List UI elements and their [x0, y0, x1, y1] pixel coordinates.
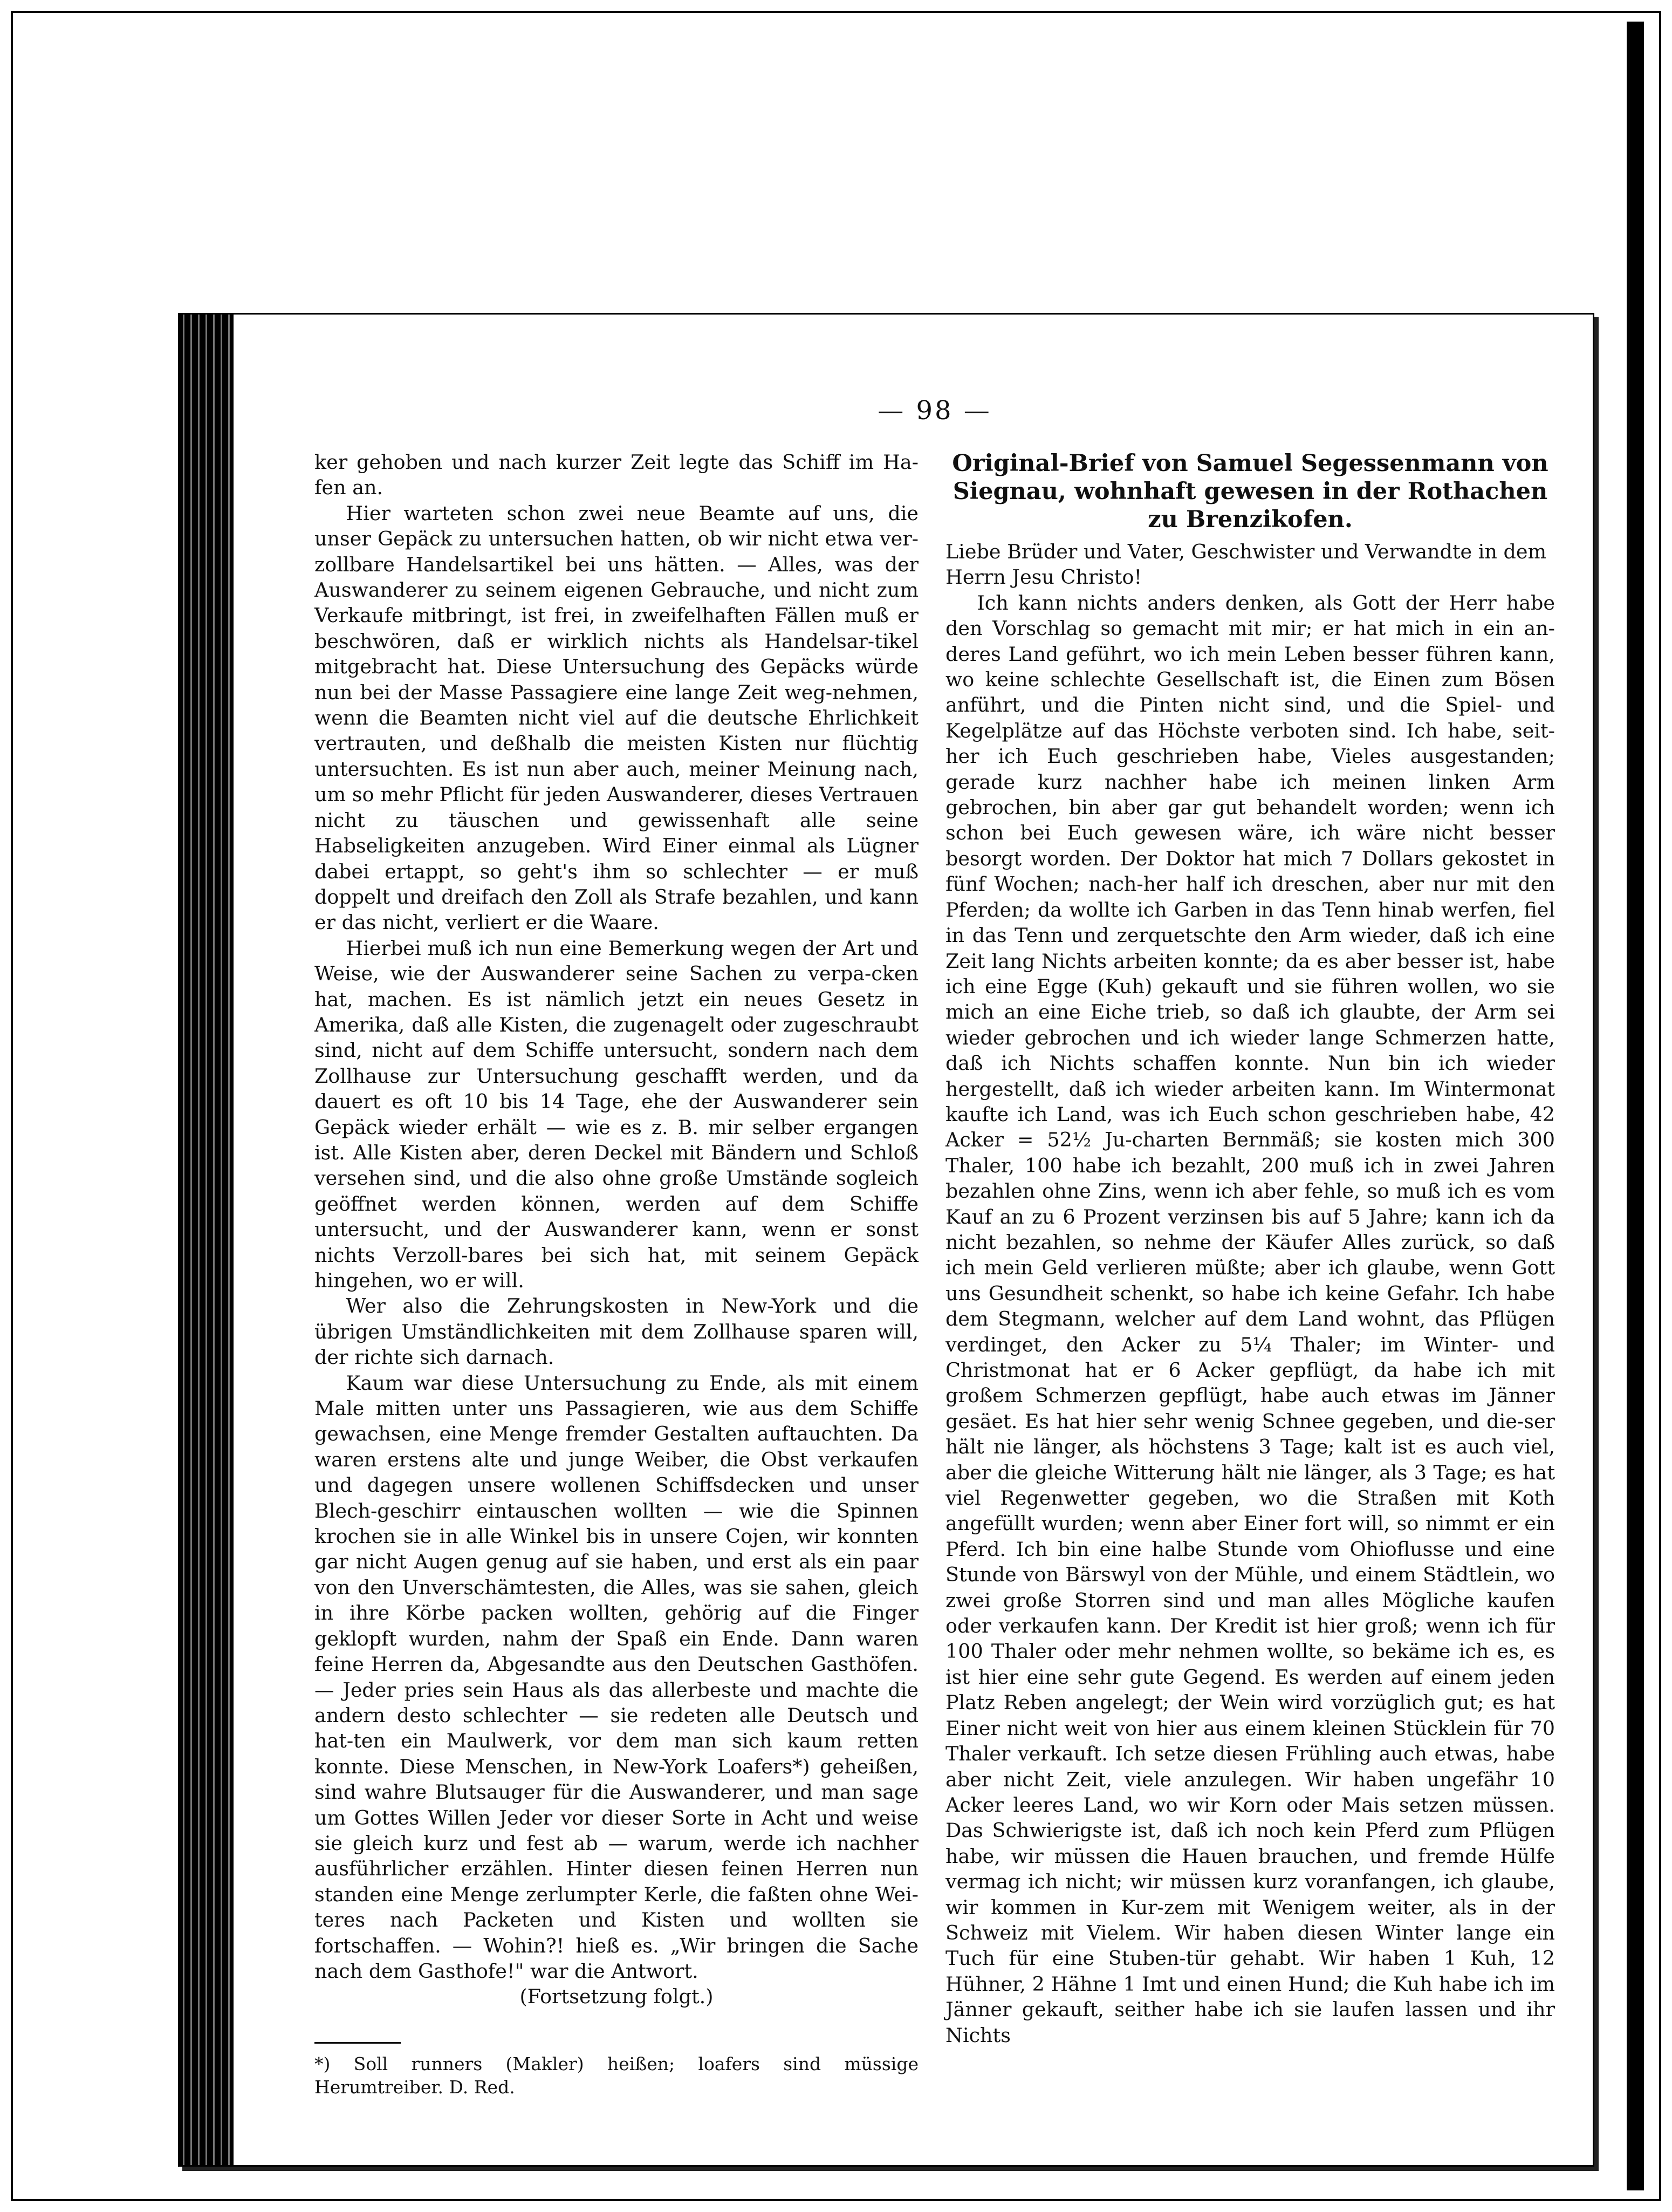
- paragraph: Hierbei muß ich nun eine Bemerkung wegen der Art und Weise, wie der Auswanderer seine Sachen zu verpa-cken hat, machen. Es ist nämlich jetzt ein neues Gesetz in Amerika, daß alle Kisten, die zugenagelt oder zugeschraubt sind, nicht auf dem Schiffe untersucht, sondern nach dem Zollhause zur Untersuchung geschafft werden, und da dauert es oft 10 bis 14 Tage, ehe der Auswanderer sein Gepäck wieder erhält — wie es z. B. mir selber ergangen ist. Alle Kisten aber, deren Deckel mit Bändern und Schloß versehen sind, und die also ohne große Umstände sogleich geöffnet werden können, werden auf dem Schiffe untersucht, und der Auswanderer kann, wenn er sonst nichts Verzoll-bares bei sich hat, mit seinem Gepäck hingehen, wo er will.: [314, 936, 919, 1292]
- letter-body: Ich kann nichts anders denken, als Gott der Herr habe den Vorschlag so gemacht mit mir; er hat mich in ein an-deres Land geführt, wo ich mein Leben besser führen kann, wo keine schlechte Gesellschaft ist, die Einen zum Bösen anführt, und die Pinten nicht sind, und die Spiel- und Kegelplätze auf das Höchste verboten sind. Ich habe, seit-her ich Euch geschrieben habe, Vieles ausgestanden; gerade kurz nachher habe ich meinen linken Arm gebrochen, bin aber gar gut behandelt worden; wenn ich schon bei Euch gewesen wäre, ich wäre nicht besser besorgt worden. Der Doktor hat mich 7 Dollars gekostet in fünf Wochen; nach-her half ich dreschen, aber nur mit den Pferden; da wollte ich Garben in das Tenn hinab werfen, fiel in das Tenn und zerquetschte den Arm wieder, daß ich eine Zeit lang Nichts arbeiten konnte; da es aber besser ist, habe ich eine Egge (Kuh) gekauft und sie führen wollen, wo sie mich an eine Eiche trieb, so daß ich glaubte, der Arm sei wieder gebrochen und ich wieder lange Schmerzen hatte, daß ich Nichts schaffen konnte. Nun bin ich wieder hergestellt, daß ich wieder arbeiten kann. Im Wintermonat kaufte ich Land, was ich Euch schon geschrieben habe, 42 Acker = 52½ Ju-charten Bernmäß; sie kosten mich 300 Thaler, 100 habe ich bezahlt, 200 muß ich in zwei Jahren bezahlen ohne Zins, wenn ich aber fehle, so muß ich es vom Kauf an zu 6 Prozent verzinsen bis auf 5 Jahre; kann ich da nicht bezahlen, so nehme der Käufer Alles zurück, so daß ich mein Geld verlieren müßte; aber ich glaube, wenn Gott uns Gesundheit schenkt, so habe ich keine Gefahr. Ich habe dem Stegmann, welcher auf dem Land wohnt, das Pflügen verdinget, den Acker zu 5¼ Thaler; im Winter- und Christmonat hat er 6 Acker gepflügt, da habe ich mit großem Schmerzen gepflügt, habe auch etwas im Jänner gesäet. Es hat hier sehr wenig Schnee gegeben, und die-ser hält nie länger, als höchstens 3 Tage; kalt ist es auch viel, aber die gleiche Witterung hält nie länger, als 3 Tage; es hat viel Regenwetter gegeben, wo die Straßen mit Koth angefüllt wurden; wenn aber Einer fort will, so nimmt er ein Pferd. Ich bin eine halbe Stunde vom Ohioflusse und eine Stunde von Bärswyl von der Mühle, und einem Städtlein, wo zwei große Storren sind und man alles Mögliche kaufen oder verkaufen kann. Der Kredit ist hier groß; wenn ich für 100 Thaler oder mehr nehmen wollte, so bekäme ich es, es ist hier eine sehr gute Gegend. Es werden auf einem jeden Platz Reben angelegt; der Wein wird vorzüglich gut; es hat Einer nicht weit von hier aus einem kleinen Stücklein für 70 Thaler verkauft. Ich setze diesen Frühling auch etwas, habe aber nicht Zeit, viele anzulegen. Wir haben ungefähr 10 Acker leeres Land, wo wir Korn oder Mais setzen müssen. Das Schwierigste ist, daß ich noch kein Pferd zum Pflügen habe, wir müssen die Hauen brauchen, und fremde Hülfe vermag ich nicht; wir müssen kurz voranfangen, ich glaube, wir kommen in Kur-zem mit Wenigem weiter, als in der Schweiz mit Vielem. Wir haben diesen Winter lange ein Tuch für eine Stuben-tür gehabt. Wir haben 1 Kuh, 12 Hühner, 2 Hähne 1 Imt und einen Hund; die Kuh habe ich im Jänner gekauft, seither habe ich sie laufen lassen und ihr Nichts: [945, 591, 1555, 2047]
- left-column: [314, 449, 919, 2099]
- paragraph: ker gehoben und nach kurzer Zeit legte das Schiff im Ha-fen an.: [314, 450, 919, 500]
- paragraph: Hier warteten schon zwei neue Beamte auf uns, die unser Gepäck zu untersuchen hatten, ob wir nicht etwa ver-zollbare Handelsartikel bei uns hätten. — Alles, was der Auswanderer zu seinem eigenen Gebrauche, und nicht zum Verkaufe mitbringt, ist frei, in zweifelhaften Fällen muß er beschwören, daß er wirklich nichts als Handelsar-tikel mitgebracht hat. Diese Untersuchung des Gepäcks würde nun bei der Masse Passagiere eine lange Zeit weg-nehmen, wenn die Beamten nicht viel auf die deutsche Ehrlichkeit vertrauten, und deßhalb die meisten Kisten nur flüchtig untersuchten. Es ist nun aber auch, meiner Meinung nach, um so mehr Pflicht für jeden Auswanderer, dieses Vertrauen nicht zu täuschen und gewissenhaft alle seine Habseligkeiten anzugeben. Wird Einer einmal als Lügner dabei ertappt, so geht's ihm so schlechter — er muß doppelt und dreifach den Zoll als Strafe bezahlen, und kann er das nicht, verliert er die Waare.: [314, 501, 919, 934]
- scanner-edge-shadow: [1613, 22, 1644, 2190]
- paragraph: Wer also die Zehrungskosten in New-York und die übrigen Umständlichkeiten mit dem Zollhause sparen will, der richte sich darnach.: [314, 1294, 919, 1369]
- footnote-rule: [314, 2042, 401, 2044]
- continued-note: (Fortsetzung folgt.): [519, 1985, 714, 2009]
- letter-title: Original-Brief von Samuel Segessenmann von Siegnau, wohnhaft gewesen in der Rothachen zu Brenzikofen.: [952, 450, 1548, 533]
- paragraph: Kaum war diese Untersuchung zu Ende, als mit einem Male mitten unter uns Passagieren, wie aus dem Schiffe gewachsen, eine Menge fremder Gestalten auftauchten. Da waren erstens alte und junge Weiber, die Obst verkaufen und dagegen unsere wollenen Schiffsdecken und unser Blech-geschirr eintauschen wollten — wie die Spinnen krochen sie in alle Winkel bis in unsere Cojen, wir konnten gar nicht Augen genug auf sie haben, und erst als ein paar von den Unverschämtesten, die Alles, was sie sahen, gleich in ihre Körbe packen wollten, gehörig auf die Finger geklopft wurden, nahm der Spaß ein Ende. Dann waren feine Herren da, Abgesandte aus den Deutschen Gasthöfen. — Jeder pries sein Haus als das allerbeste und machte die andern desto schlechter — sie redeten alle Deutsch und hat-ten ein Maulwerk, vor dem man sich kaum retten konnte. Diese Menschen, in New-York Loafers*) geheißen, sind wahre Blutsauger für die Auswanderer, und man sage um Gottes Willen Jeder vor dieser Sorte in Acht und weise sie gleich kurz und fest ab — warum, werde ich nachher ausführlicher erzählen. Hinter diesen feinen Herren nun standen eine Menge zerlumpter Kerle, die faßten ohne Wei-teres nach Packeten und Kisten und wollten sie fortschaffen. — Wohin?! hieß es. „Wir bringen die Sache nach dem Gasthofe!" war die Antwort.: [314, 1371, 919, 1983]
- letter-salutation: Liebe Brüder und Vater, Geschwister und Verwandte in dem Herrn Jesu Christo!: [945, 540, 1547, 589]
- page-number: — 98 —: [878, 395, 992, 426]
- footnote: *) Soll runners (Makler) heißen; loafers sind müssige Herumtreiber. D. Red.: [314, 2053, 919, 2098]
- book-page: [178, 313, 1594, 2167]
- page-stack-edge: [180, 315, 234, 2165]
- right-column: [945, 449, 1555, 2048]
